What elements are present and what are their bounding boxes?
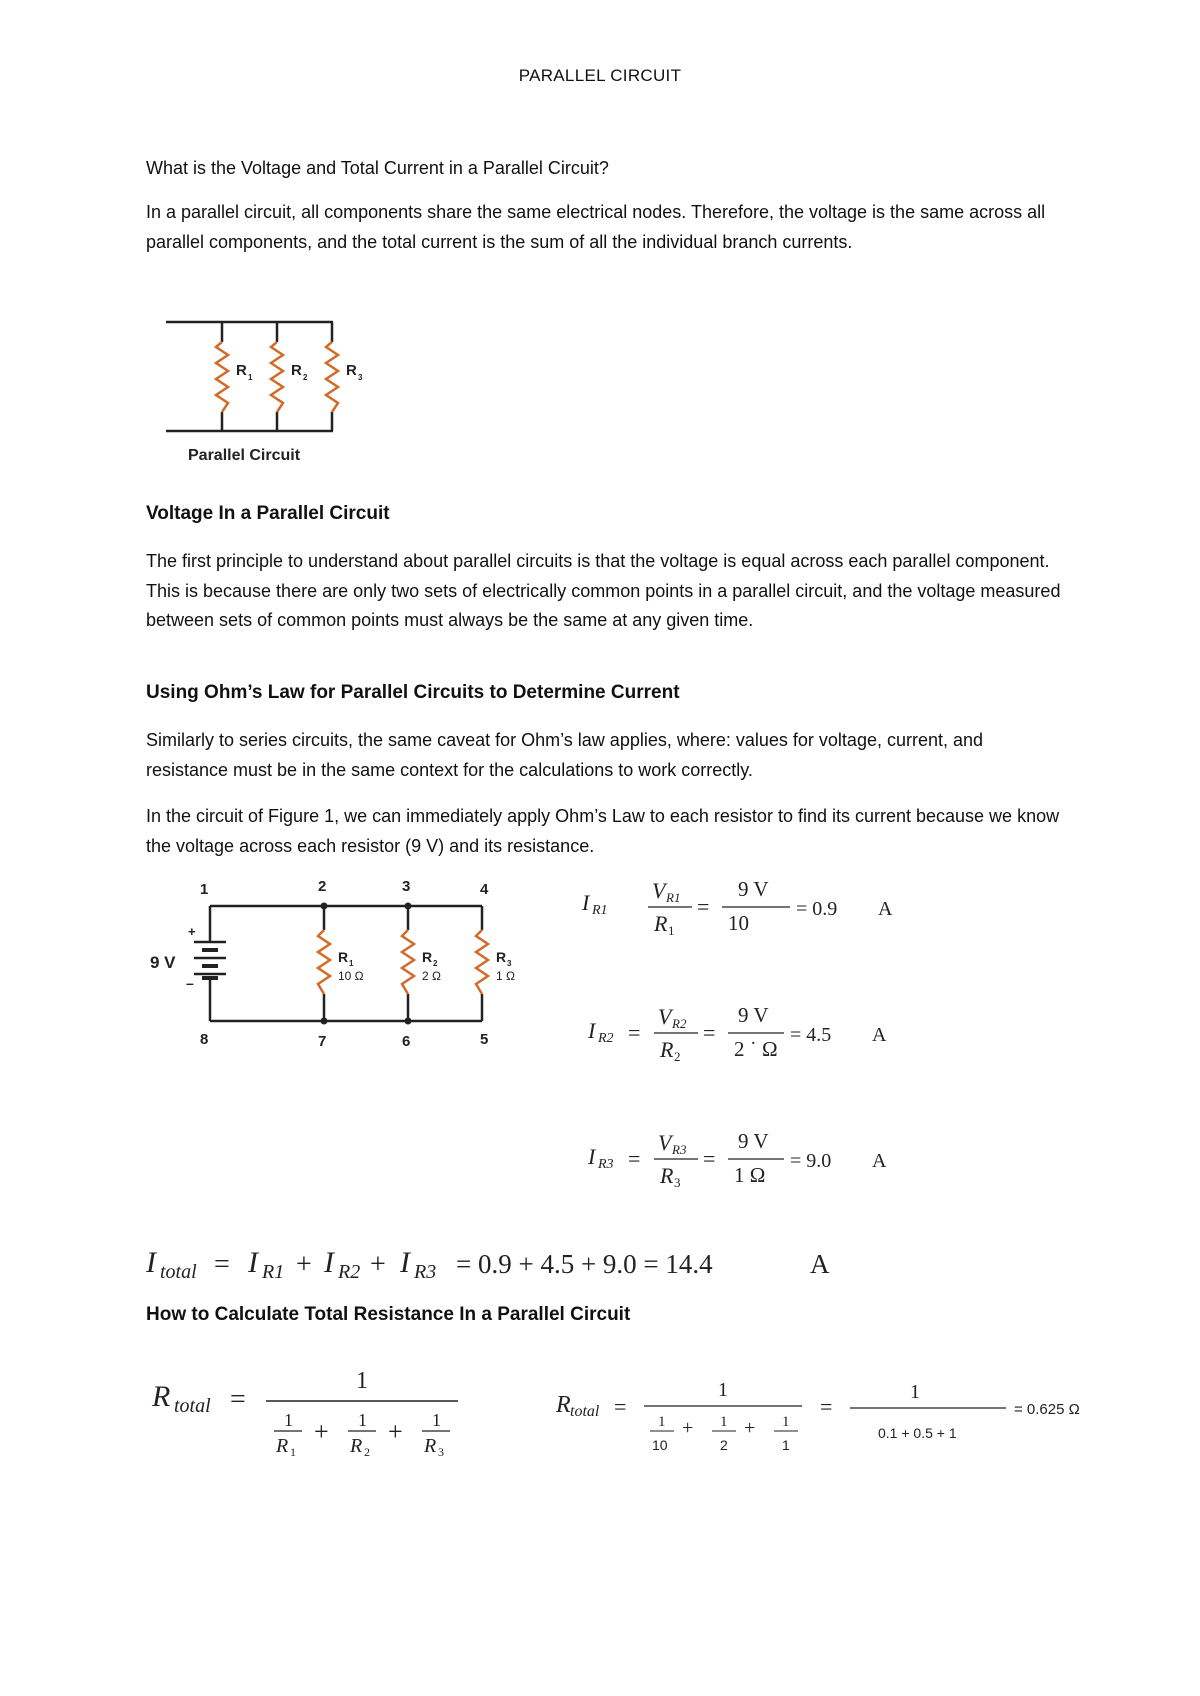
node-3: 3 [402,878,411,895]
resistance-heading: How to Calculate Total Resistance In a Parallel Circuit [146,1304,631,1325]
ir3-num-sym: V [658,1130,672,1155]
intro-question: What is the Voltage and Total Current in a Parallel Circuit? [146,158,609,178]
ir1-lhs: I [582,890,590,915]
itotal-term2: I [324,1246,334,1279]
node-5: 5 [480,1031,489,1048]
intro-answer: In a parallel circuit, all components share the same electrical nodes. Therefore, the voltage is the same across all parallel components, and the total current is the sum of all the individual branch currents. [146,202,1046,252]
rtotal-den-r1: R [276,1435,289,1457]
ohms-heading: Using Ohm’s Law for Parallel Circuits to Determine Current [146,682,680,703]
svg-text:1: 1 [782,1414,790,1430]
source-voltage-label: 9 V [150,953,176,972]
itotal-term2-sub: R2 [338,1261,361,1283]
node-7: 7 [318,1033,327,1050]
voltage-text: The first principle to understand about parallel circuits is that the voltage is equal across each parallel component. This is because there are only two sets of electrically common points in a parallel circuit, and the voltage measured between sets of common points must always be the same at any given time. [146,551,1061,630]
voltage-heading: Voltage In a Parallel Circuit [146,503,390,524]
ir1-unit: A [878,898,893,920]
ir2-num-val: 9 V [738,1003,769,1027]
rtotal-lhs-sub: total [174,1395,211,1417]
itotal-lhs: I [146,1246,156,1279]
svg-text:1: 1 [358,1410,367,1430]
svg-text:+: + [744,1417,756,1439]
ir3-lhs-sub: R3 [598,1157,614,1172]
equation-itotal [144,1240,864,1290]
rtotal-den-r3: R [424,1435,437,1457]
rtotal-num-lhs-sub: total [570,1403,600,1420]
ir2-num-sub: R2 [672,1016,687,1031]
node-4: 4 [480,881,489,898]
ir1-den-val: 10 [728,911,749,935]
resistor-r2-symbol [271,342,283,412]
node-1: 1 [200,881,209,898]
svg-text:1: 1 [284,1410,293,1430]
ir3-num-val: 9 V [738,1129,769,1153]
r2-label: R [291,362,302,379]
junction-dots [321,903,412,1025]
ir2-lhs-sub: R2 [598,1031,614,1046]
battery-plus: + [188,924,196,939]
r2-subscript: 2 [303,373,308,382]
page-header: PARALLEL CIRCUIT [518,66,682,85]
rtotal-numeric [554,1368,1114,1458]
ir3-lhs: I [588,1144,596,1169]
itotal-term1: I [248,1246,258,1279]
ir1-lhs-sub: R1 [592,903,608,918]
svg-text:=: = [697,894,710,919]
r1-label: R [236,362,247,379]
svg-text:1: 1 [432,1410,441,1430]
ir3-num-sub: R3 [672,1142,687,1157]
ir1-den-sym: R [654,911,668,936]
r3-label: R [346,362,357,379]
r2-sub: 2 [433,959,438,968]
ir3-den-sym: R [660,1163,674,1188]
ir1-num-sym: V [652,878,666,903]
rtotal-num-one: 1 [718,1379,728,1401]
resistor-r3-symbol [326,342,338,412]
figure1-circuit-diagram [146,872,546,1052]
equation-ir1 [580,872,920,942]
ir2-den-sym: R [660,1037,674,1062]
svg-text:=: = [703,1146,716,1171]
rtotal-den-val-2: 2 [720,1437,728,1453]
ir3-result: = 9.0 [790,1150,832,1172]
rtotal-lhs: R [152,1380,171,1413]
ir1-result: = 0.9 [796,898,838,920]
equation-ir2 [586,996,906,1066]
rtotal-formula [150,1358,470,1458]
svg-text:=: = [614,1394,627,1419]
r1-sub: 1 [349,959,354,968]
r3-name: R [496,949,507,965]
svg-text:+: + [682,1417,694,1439]
ir2-den-sub: 2 [674,1049,681,1064]
ohms-text-1: Similarly to series circuits, the same caveat for Ohm’s law applies, where: values for voltage, current, and resistance must be in the same context for the calculations to work correctly. [146,730,984,780]
resistor-r1-symbol [216,342,228,412]
ir3-den-sub: 3 [674,1175,681,1190]
battery-symbol [194,942,226,978]
ir1-num-sub: R1 [666,890,681,905]
ir3-unit: A [872,1150,887,1172]
rtotal-den-r2: R [350,1435,363,1457]
itotal-term3-sub: R3 [414,1261,437,1283]
node-2: 2 [318,878,327,895]
rtotal-den-r3-sub: 3 [438,1445,444,1458]
itotal-unit: A [810,1249,830,1279]
svg-text:=: = [820,1394,833,1419]
svg-text:=: = [214,1249,230,1280]
ir2-lhs: I [588,1018,596,1043]
parallel-circuit-figure [150,312,380,472]
itotal-term1-sub: R1 [262,1261,285,1283]
node-6: 6 [402,1033,411,1050]
rtotal-numerator: 1 [356,1368,368,1394]
itotal-lhs-sub: total [160,1261,197,1283]
svg-text:1: 1 [658,1414,666,1430]
svg-text:+: + [314,1417,329,1446]
svg-text:=: = [703,1020,716,1045]
ohms-text-2: In the circuit of Figure 1, we can immediately apply Ohm’s Law to each resistor to find its current because we know the voltage across each resistor (9 V) and its resistance. [146,806,1060,856]
resistor-r1-symbol [318,930,330,994]
svg-text:1: 1 [720,1414,728,1430]
rtotal-num-lhs: R [556,1392,571,1418]
rtotal-den-r2-sub: 2 [364,1445,370,1458]
ir2-result: = 4.5 [790,1024,832,1046]
rtotal-result: = 0.625 Ω [1014,1401,1080,1418]
svg-text:=: = [628,1146,641,1171]
r3-subscript: 3 [358,373,363,382]
equation-ir3 [586,1122,906,1192]
ir2-unit: A [872,1024,887,1046]
r3-sub: 3 [507,959,512,968]
itotal-term3: I [400,1246,410,1279]
rtotal-den-val-3: 1 [782,1437,790,1453]
svg-text:=: = [628,1020,641,1045]
svg-text:+: + [296,1249,312,1280]
node-8: 8 [200,1031,209,1048]
ir1-den-sub: 1 [668,923,675,938]
rtotal-sum-text: 0.1 + 0.5 + 1 [878,1425,957,1441]
battery-minus: – [186,975,194,991]
ir1-num-val: 9 V [738,877,769,901]
rtotal-num-one-2: 1 [910,1381,920,1403]
rtotal-den-val-1: 10 [652,1437,668,1453]
ir2-num-sym: V [658,1004,672,1029]
r3-value: 1 Ω [496,969,515,983]
r1-name: R [338,949,349,965]
ir2-den-val: 2 ˙ Ω [734,1037,778,1061]
resistor-r3-symbol [476,930,488,994]
r1-value: 10 Ω [338,969,364,983]
r2-value: 2 Ω [422,969,441,983]
svg-text:=: = [230,1384,246,1415]
r1-subscript: 1 [248,373,253,382]
svg-text:+: + [388,1417,403,1446]
figure1-caption: Parallel Circuit [188,447,301,464]
rtotal-den-r1-sub: 1 [290,1445,296,1458]
r2-name: R [422,949,433,965]
itotal-values: = 0.9 + 4.5 + 9.0 = 14.4 [456,1249,713,1279]
ir3-den-val: 1 Ω [734,1163,766,1187]
resistor-r2-symbol [402,930,414,994]
svg-text:+: + [370,1249,386,1280]
